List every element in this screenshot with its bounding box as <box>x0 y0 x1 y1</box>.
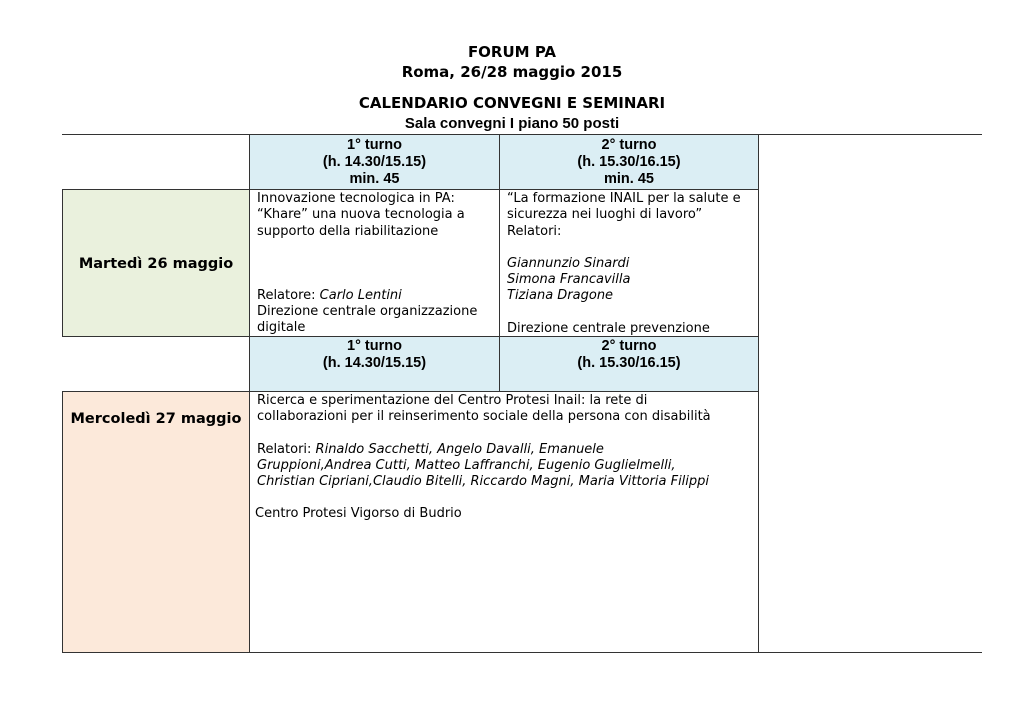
wednesday-event-cell <box>250 392 758 652</box>
event-title-line: Ricerca e sperimentazione del Centro Protesi Inail: la rete di <box>257 393 648 408</box>
speaker-line <box>257 442 752 458</box>
event-title-line: supporto della riabilitazione <box>257 223 439 239</box>
speaker-names: Gruppioni,Andrea Cutti, Matteo Laffranchi, Eugenio Guglielmelli, <box>257 457 676 473</box>
department-line: Direzione centrale organizzazione <box>257 304 478 320</box>
turn-title: 2° turno <box>601 137 657 153</box>
row1-turn1-header <box>250 135 499 190</box>
department-line: Direzione centrale prevenzione <box>507 320 710 336</box>
speaker-names: Christian Cipriani,Claudio Bitelli, Riccardo Magni, Maria Vittoria Filippi <box>257 474 710 490</box>
turn-time: (h. 14.30/15.15) <box>322 355 427 371</box>
tuesday-turn2-cell <box>500 190 758 337</box>
table-row-border <box>62 391 759 392</box>
table-col-border <box>758 134 759 653</box>
turn-title: 2° turno <box>601 338 657 354</box>
table-bottom-border <box>62 652 982 653</box>
day-label: Mercoledì 27 maggio <box>70 411 242 427</box>
speaker-names: Rinaldo Sacchetti, Angelo Davalli, Emanuele <box>315 441 604 457</box>
speakers-label: Relatori: <box>507 223 562 239</box>
doc-title: FORUM PA <box>467 43 557 61</box>
speaker-name: Simona Francavilla <box>507 272 631 288</box>
center-line: Centro Protesi Vigorso di Budrio <box>255 506 462 522</box>
tuesday-day-cell <box>63 190 249 337</box>
speaker-label: Relatori: <box>257 441 316 457</box>
turn-title: 1° turno <box>347 137 402 153</box>
department-line: digitale <box>257 320 306 336</box>
speaker-name: Carlo Lentini <box>319 287 402 303</box>
event-title-line: “La formazione INAIL per la salute e <box>507 191 741 206</box>
table-row-border <box>62 336 759 337</box>
turn-time: (h. 14.30/15.15) <box>322 154 427 170</box>
event-title-line: Innovazione tecnologica in PA: <box>257 191 455 206</box>
row2-turn1-header <box>250 337 499 391</box>
turn-duration: min. 45 <box>349 171 400 187</box>
doc-subtitle: Roma, 26/28 maggio 2015 <box>401 63 623 81</box>
turn-time: (h. 15.30/16.15) <box>577 355 681 371</box>
tuesday-turn1-cell <box>250 190 499 337</box>
calendar-title: CALENDARIO CONVEGNI E SEMINARI <box>358 94 666 112</box>
wednesday-day-cell <box>63 392 249 652</box>
event-title-line: “Khare” una nuova tecnologia a <box>257 207 465 223</box>
day-label: Martedì 26 maggio <box>78 255 234 272</box>
table-col-border <box>499 134 500 392</box>
row2-turn2-header <box>500 337 758 391</box>
table-row-border <box>62 189 759 190</box>
speaker-name: Tiziana Dragone <box>507 288 614 304</box>
speaker-line <box>257 288 493 304</box>
row1-turn2-header <box>500 135 758 190</box>
speaker-label: Relatore: <box>257 287 320 303</box>
table-col-border <box>62 391 63 653</box>
room-info: Sala convegni I piano 50 posti <box>404 115 620 132</box>
table-col-border <box>62 189 63 337</box>
turn-duration: min. 45 <box>604 171 654 187</box>
event-title-line: sicurezza nei luoghi di lavoro” <box>507 207 703 223</box>
turn-title: 1° turno <box>347 338 402 354</box>
speaker-name: Giannunzio Sinardi <box>507 255 630 271</box>
table-col-border <box>249 134 250 653</box>
turn-time: (h. 15.30/16.15) <box>577 154 681 170</box>
table-top-border <box>62 134 982 135</box>
event-title-line: collaborazioni per il reinserimento sociale della persona con disabilità <box>257 409 711 425</box>
